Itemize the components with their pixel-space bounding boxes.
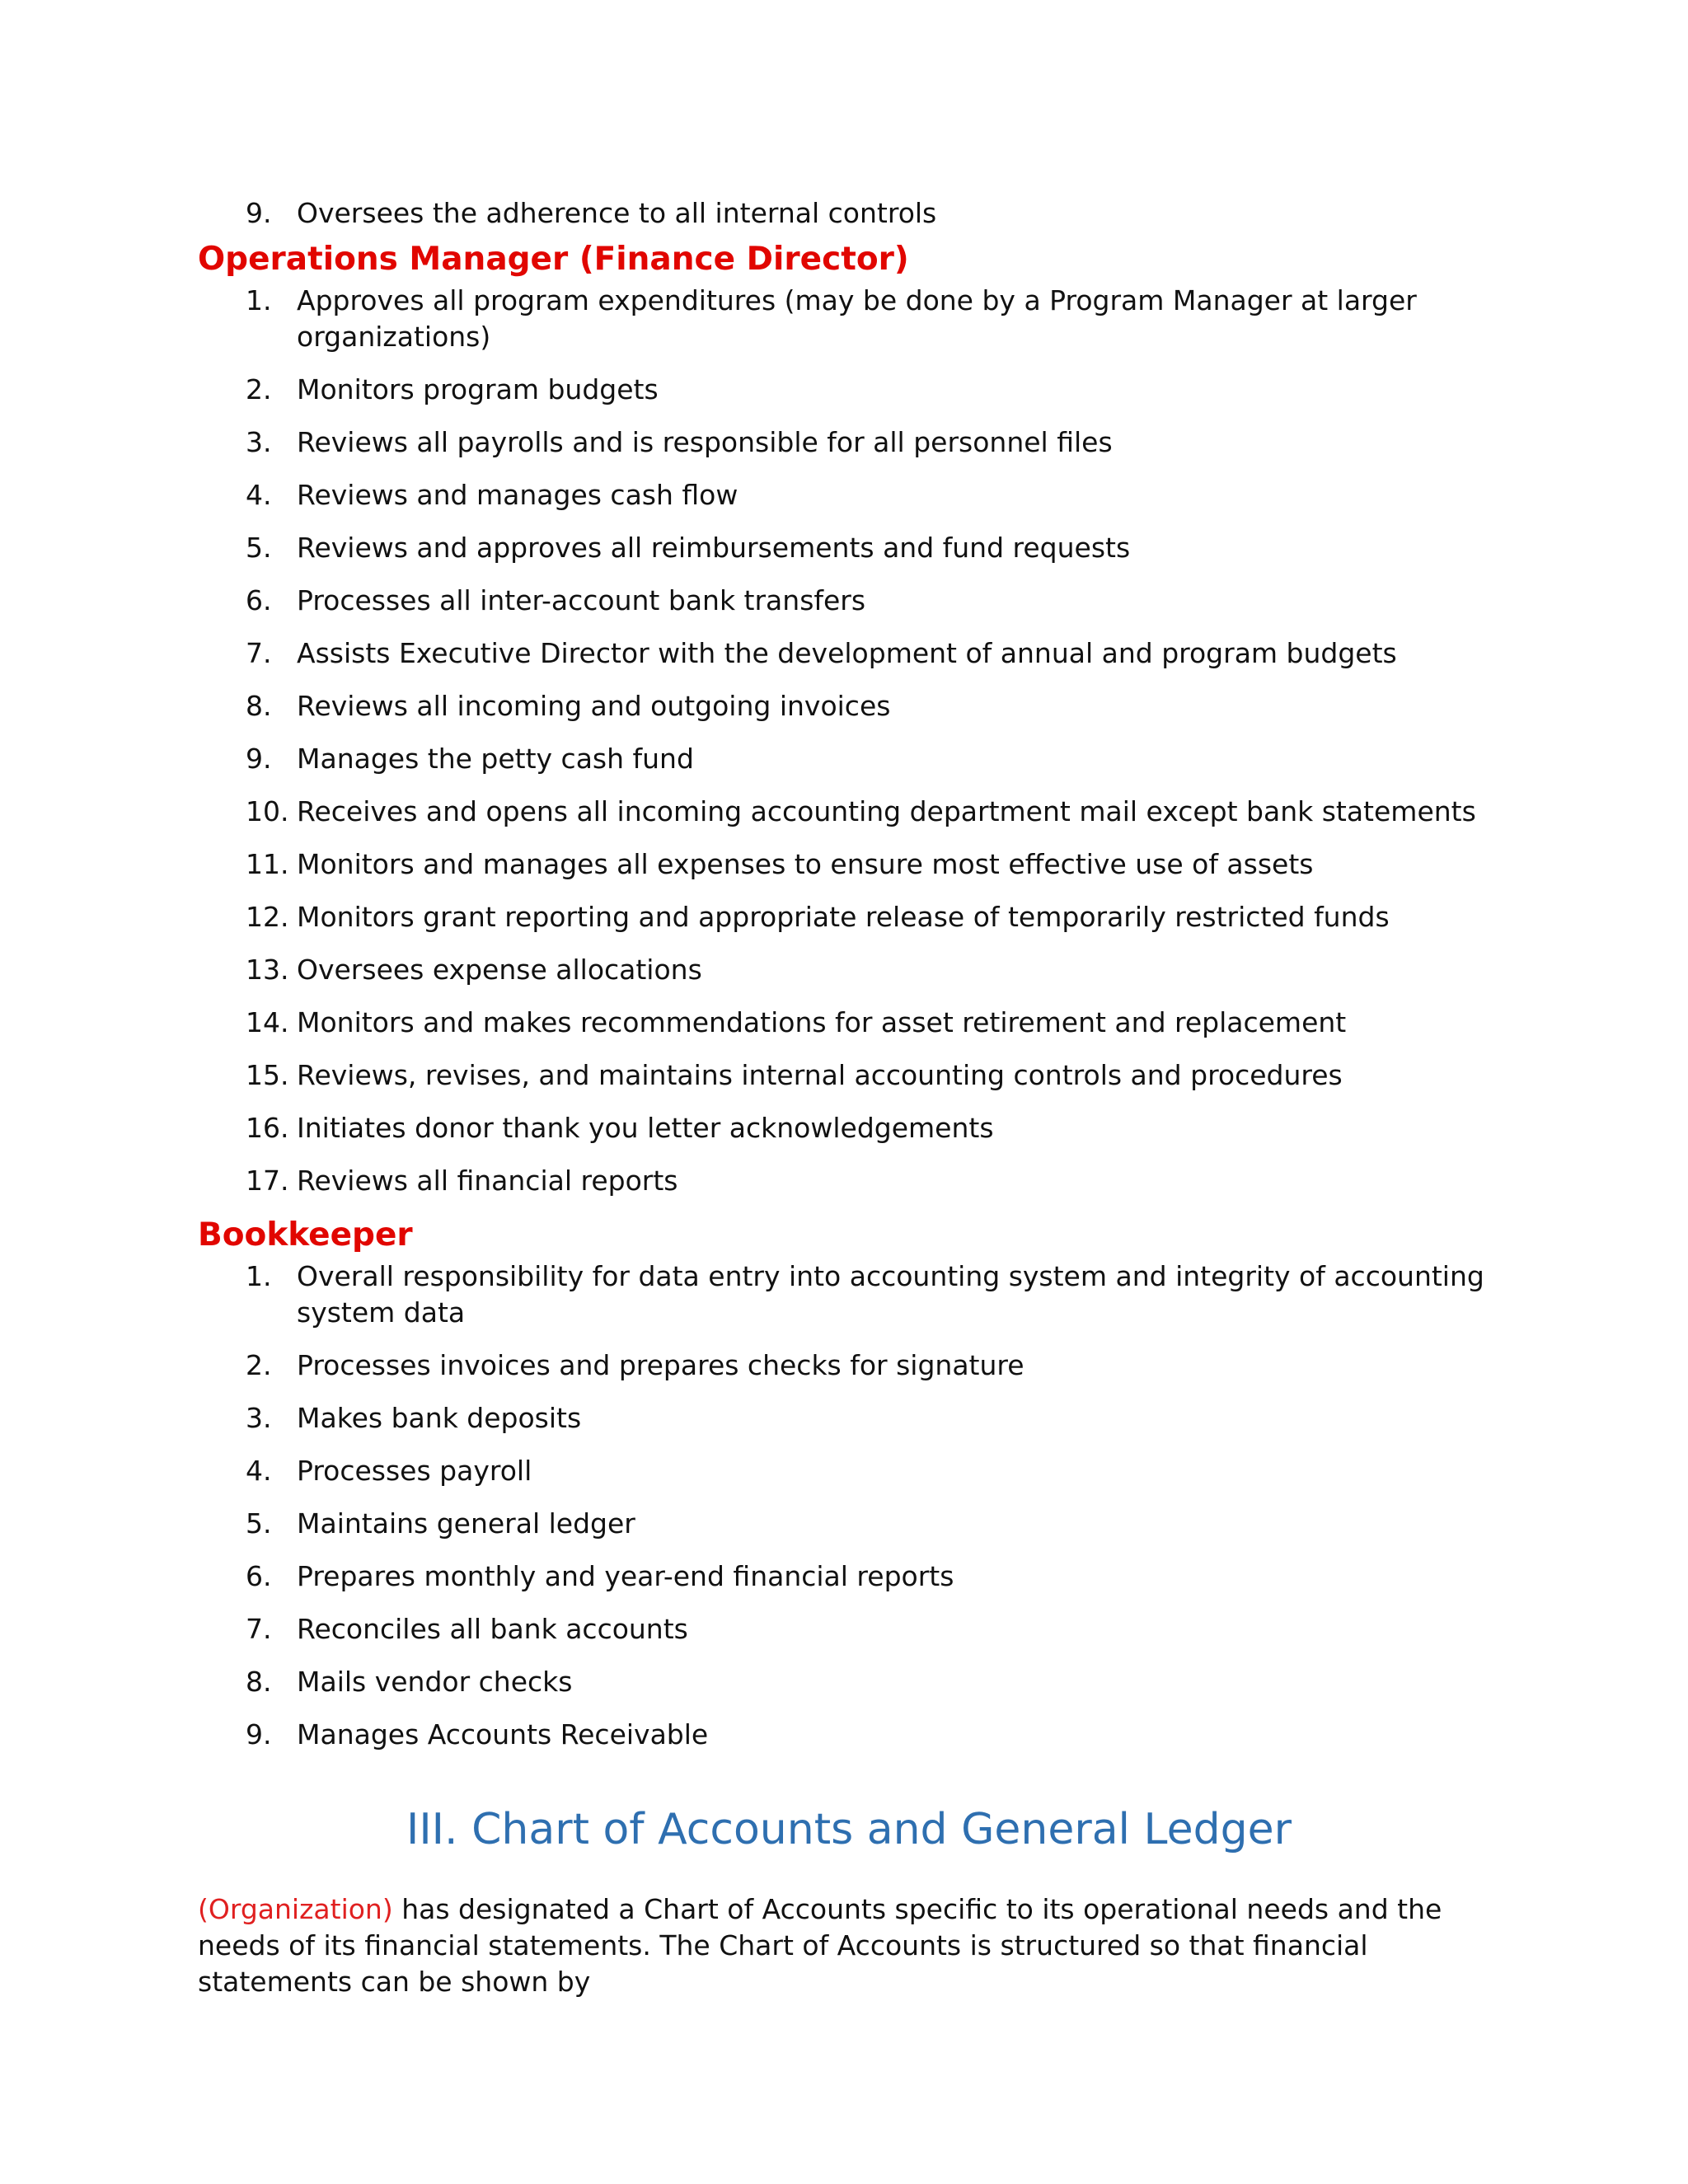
list-item xyxy=(198,1057,1500,1094)
list-item-text: Manages the petty cash fund xyxy=(297,743,694,775)
operations-manager-list xyxy=(198,283,1500,1199)
list-item xyxy=(198,688,1500,724)
list-item-text: Makes bank deposits xyxy=(297,1402,582,1434)
list-item-text: Oversees expense allocations xyxy=(297,954,702,986)
list-item-number: 9. xyxy=(246,743,272,775)
list-item-number: 9. xyxy=(246,197,272,229)
list-item-text: Reconciles all bank accounts xyxy=(297,1613,688,1645)
list-item-number: 7. xyxy=(246,1613,272,1645)
list-item-number: 6. xyxy=(246,1560,272,1592)
list-item-number: 2. xyxy=(246,1349,272,1381)
list-item-number: 9. xyxy=(246,1718,272,1750)
list-item-text: Overall responsibility for data entry into accounting system and integrity of accounting system data xyxy=(297,1260,1484,1329)
list-item xyxy=(198,1717,1500,1753)
list-item-text: Maintains general ledger xyxy=(297,1507,635,1540)
list-item-text: Approves all program expenditures (may be done by a Program Manager at larger organizations) xyxy=(297,284,1417,353)
chart-of-accounts-paragraph xyxy=(198,1891,1500,2000)
list-item-number: 17. xyxy=(246,1165,289,1197)
list-item-text: Processes all inter-account bank transfers xyxy=(297,584,866,616)
list-item xyxy=(198,283,1500,355)
list-item xyxy=(198,846,1500,883)
list-item xyxy=(198,1400,1500,1436)
controller-duties-list xyxy=(198,195,1500,232)
list-item-number: 3. xyxy=(246,1402,272,1434)
list-item-number: 6. xyxy=(246,584,272,616)
list-item-text: Mails vendor checks xyxy=(297,1666,573,1698)
list-item xyxy=(198,195,1500,232)
list-item-number: 15. xyxy=(246,1059,289,1091)
list-item-text: Assists Executive Director with the development of annual and program budgets xyxy=(297,637,1397,669)
list-item xyxy=(198,1005,1500,1041)
list-item-text: Manages Accounts Receivable xyxy=(297,1718,709,1750)
list-item xyxy=(198,1453,1500,1489)
list-item xyxy=(198,899,1500,935)
list-item xyxy=(198,635,1500,672)
list-item-text: Monitors and makes recommendations for asset retirement and replacement xyxy=(297,1006,1347,1038)
list-item-number: 5. xyxy=(246,532,272,564)
list-item xyxy=(198,1506,1500,1542)
list-item-text: Reviews and manages cash flow xyxy=(297,479,738,511)
list-item xyxy=(198,583,1500,619)
paragraph-text: has designated a Chart of Accounts specific to its operational needs and the needs of its financial statements. The Chart of Accounts is structured so that financial statements can be shown by xyxy=(198,1893,1442,1998)
list-item xyxy=(198,1347,1500,1384)
list-item-number: 12. xyxy=(246,901,289,933)
list-item xyxy=(198,1664,1500,1700)
list-item-number: 8. xyxy=(246,690,272,722)
list-item xyxy=(198,1163,1500,1199)
list-item xyxy=(198,530,1500,566)
list-item-number: 7. xyxy=(246,637,272,669)
list-item-number: 5. xyxy=(246,1507,272,1540)
list-item-number: 16. xyxy=(246,1112,289,1144)
list-item-number: 4. xyxy=(246,479,272,511)
bookkeeper-heading: Bookkeeper xyxy=(198,1216,413,1254)
list-item-text: Monitors grant reporting and appropriate release of temporarily restricted funds xyxy=(297,901,1390,933)
page-content xyxy=(198,195,1500,2000)
list-item-text: Receives and opens all incoming accounting department mail except bank statements xyxy=(297,795,1476,827)
list-item xyxy=(198,372,1500,408)
list-item xyxy=(198,741,1500,777)
list-item-number: 8. xyxy=(246,1666,272,1698)
list-item xyxy=(198,1611,1500,1647)
list-item-text: Processes payroll xyxy=(297,1455,532,1487)
list-item-number: 1. xyxy=(246,284,272,316)
list-item-text: Monitors and manages all expenses to ensure most effective use of assets xyxy=(297,848,1314,880)
list-item xyxy=(198,1558,1500,1595)
list-item-number: 11. xyxy=(246,848,289,880)
list-item-number: 13. xyxy=(246,954,289,986)
list-item-number: 1. xyxy=(246,1260,272,1292)
list-item-number: 4. xyxy=(246,1455,272,1487)
list-item-text: Reviews all incoming and outgoing invoices xyxy=(297,690,891,722)
list-item xyxy=(198,477,1500,513)
list-item xyxy=(198,1258,1500,1331)
list-item-number: 2. xyxy=(246,373,272,405)
operations-manager-heading: Operations Manager (Finance Director) xyxy=(198,241,909,278)
bookkeeper-list xyxy=(198,1258,1500,1753)
list-item xyxy=(198,952,1500,988)
list-item-number: 3. xyxy=(246,426,272,458)
organization-placeholder: (Organization) xyxy=(198,1893,393,1925)
chart-of-accounts-heading: III. Chart of Accounts and General Ledger xyxy=(406,1805,1292,1854)
list-item xyxy=(198,424,1500,461)
list-item-number: 10. xyxy=(246,795,289,827)
list-item-text: Processes invoices and prepares checks for signature xyxy=(297,1349,1025,1381)
list-item xyxy=(198,1110,1500,1146)
list-item-text: Reviews, revises, and maintains internal accounting controls and procedures xyxy=(297,1059,1343,1091)
list-item-text: Oversees the adherence to all internal controls xyxy=(297,197,937,229)
list-item-text: Reviews and approves all reimbursements and fund requests xyxy=(297,532,1131,564)
list-item-text: Prepares monthly and year-end financial reports xyxy=(297,1560,954,1592)
list-item-number: 14. xyxy=(246,1006,289,1038)
list-item-text: Reviews all payrolls and is responsible for all personnel files xyxy=(297,426,1113,458)
list-item-text: Initiates donor thank you letter acknowledgements xyxy=(297,1112,994,1144)
list-item xyxy=(198,794,1500,830)
list-item-text: Reviews all financial reports xyxy=(297,1165,678,1197)
list-item-text: Monitors program budgets xyxy=(297,373,659,405)
